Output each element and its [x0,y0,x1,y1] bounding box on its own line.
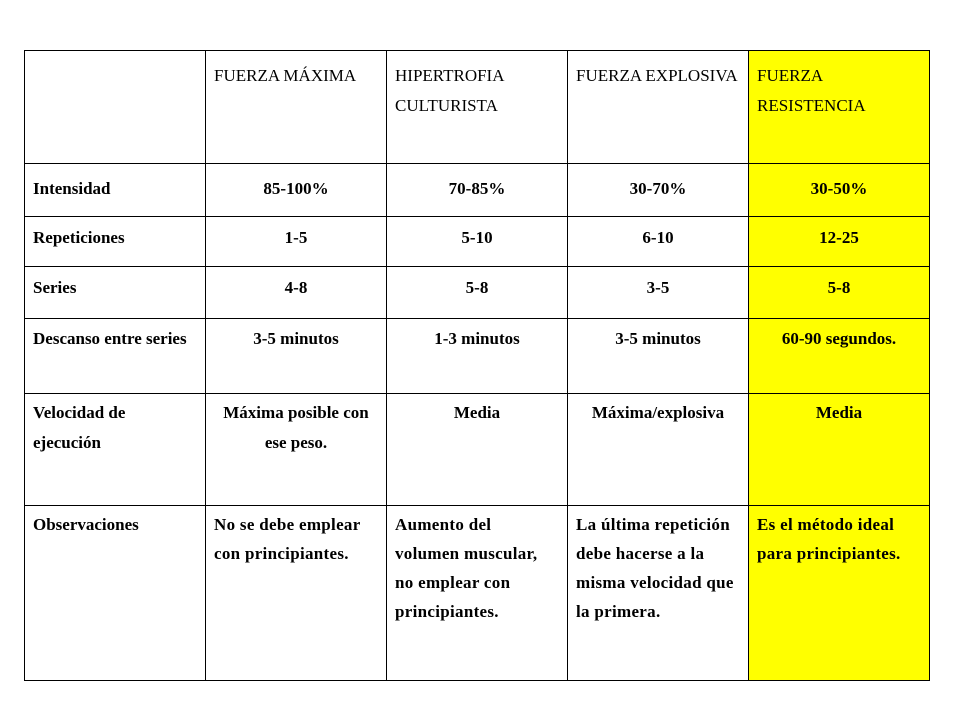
table-cell: 3-5 minutos [206,319,387,394]
header-fuerza-maxima [206,51,387,164]
table-cell: 5-10 [387,217,568,267]
table-cell: 60-90 segundos. [749,319,930,394]
table-cell: 3-5 [568,267,749,319]
row-label: Intensidad [25,164,206,217]
row-label: Series [25,267,206,319]
table-cell: 4-8 [206,267,387,319]
table-cell: La última repetición debe hacerse a la misma velocidad que la primera. [568,506,749,681]
header-label: HIPERTROFIA CULTURISTA [395,66,504,115]
table-cell: Media [749,394,930,506]
table-row-repeticiones [25,217,930,267]
header-label: FUERZA EXPLOSIVA [576,66,738,85]
table-cell: 30-50% [749,164,930,217]
table-cell: 1-3 minutos [387,319,568,394]
table-row-velocidad [25,394,930,506]
table-row-observaciones [25,506,930,681]
table-cell: Media [387,394,568,506]
table-cell: Máxima/explosiva [568,394,749,506]
table-cell: Es el método ideal para principiantes. [749,506,930,681]
table-cell: 70-85% [387,164,568,217]
table-row-intensidad [25,164,930,217]
table-cell: 6-10 [568,217,749,267]
header-corner-cell [25,51,206,164]
row-label: Repeticiones [25,217,206,267]
table-cell: 3-5 minutos [568,319,749,394]
table-row-series [25,267,930,319]
table-cell: 5-8 [387,267,568,319]
table-row-descanso [25,319,930,394]
header-hipertrofia-culturista [387,51,568,164]
table-cell: No se debe emplear con principiantes. [206,506,387,681]
row-label: Velocidad de ejecución [25,394,206,506]
table-cell: Máxima posible con ese peso. [206,394,387,506]
table-cell: 12-25 [749,217,930,267]
header-label: FUERZA RESISTENCIA [757,66,866,115]
table-cell: 85-100% [206,164,387,217]
row-label: Observaciones [25,506,206,681]
table-cell: 30-70% [568,164,749,217]
header-label: FUERZA MÁXIMA [214,66,357,85]
row-label: Descanso entre series [25,319,206,394]
table-cell: Aumento del volumen muscular, no emplear con principiantes. [387,506,568,681]
header-fuerza-explosiva [568,51,749,164]
header-fuerza-resistencia [749,51,930,164]
header-row [25,51,930,164]
training-methods-table [24,50,930,681]
table-cell: 5-8 [749,267,930,319]
table-cell: 1-5 [206,217,387,267]
